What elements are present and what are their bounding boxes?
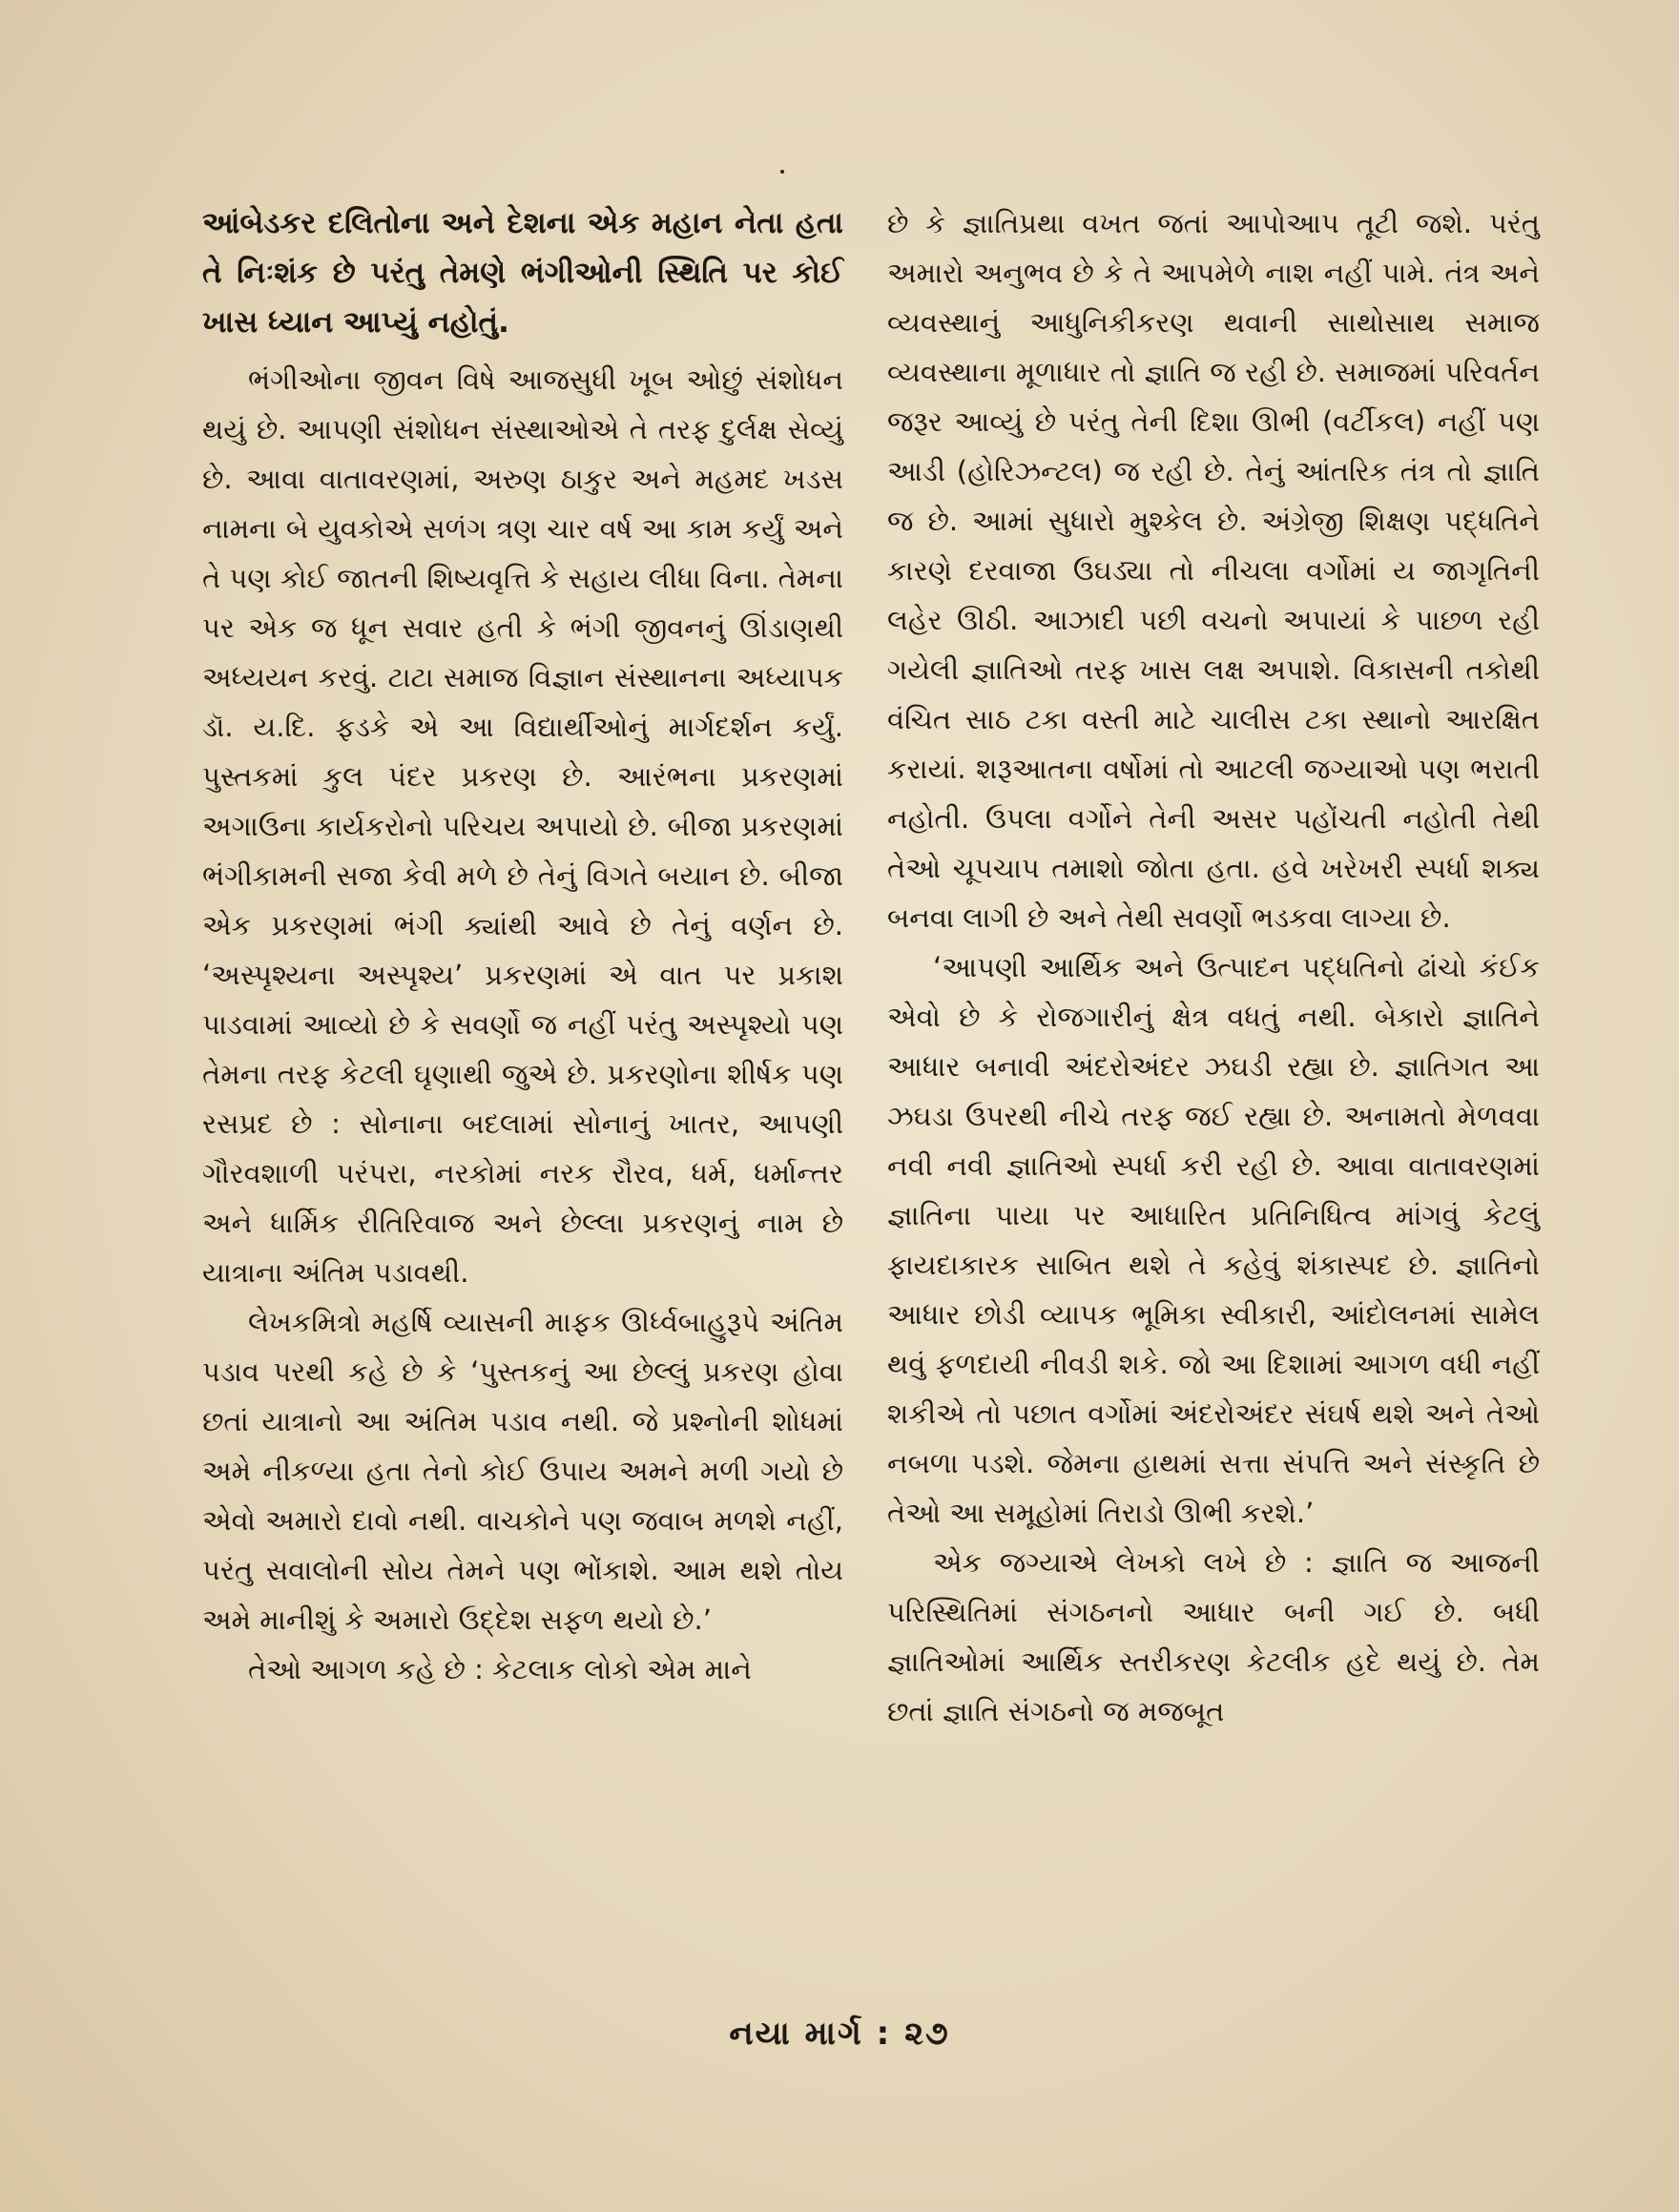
left-column [202,198,843,1694]
body-paragraph: ભંગીઓના જીવન વિષે આજસુધી ખૂબ ઓછું સંશોધન થયું છે. આપણી સંશોધન સંસ્થાઓએ તે તરફ દુર્લક્ષ સેવ્યું છે. આવા વાતાવરણમાં, અરુણ ઠાકુર અને મહમદ ખડસ નામના બે યુવકોએ સળંગ ત્રણ ચાર વર્ષ આ કામ કર્યું અને તે પણ કોઈ જાતની શિષ્યવૃત્તિ કે સહાય લીધા વિના. તેમના પર એક જ ધૂન સવાર હતી કે ભંગી જીવનનું ઊંડાણથી અધ્યયન કરવું. ટાટા સમાજ વિજ્ઞાન સંસ્થાનના અધ્યાપક ડૉ. ય.દિ. ફડકે એ આ વિદ્યાર્થીઓનું માર્ગદર્શન કર્યું. પુસ્તકમાં કુલ પંદર પ્રકરણ છે. આરંભના પ્રકરણમાં અગાઉના કાર્યકરોનો પરિચય અપાયો છે. બીજા પ્રકરણમાં ભંગીકામની સજા કેવી મળે છે તેનું વિગતે બયાન છે. બીજા એક પ્રકરણમાં ભંગી ક્યાંથી આવે છે તેનું વર્ણન છે. ‘અસ્પૃશ્યના અસ્પૃશ્ય’ પ્રકરણમાં એ વાત પર પ્રકાશ પાડવામાં આવ્યો છે કે સવર્ણો જ નહીં પરંતુ અસ્પૃશ્યો પણ તેમના તરફ કેટલી ઘૃણાથી જુએ છે. પ્રકરણોના શીર્ષક પણ રસપ્રદ છે : સોનાના બદલામાં સોનાનું ખાતર, આપણી ગૌરવશાળી પરંપરા, નરકોમાં નરક રૌરવ, ધર્મ, ધર્માન્તર અને ધાર્મિક રીતિરિવાજ અને છેલ્લા પ્રકરણનું નામ છે યાત્રાના અંતિમ પડાવથી. [202,363,843,1289]
body-paragraph: તેઓ આગળ કહે છે : કેટલાક લોકો એમ માને [248,1653,752,1685]
lead-paragraph: આંબેડકર દલિતોના અને દેશના એક મહાન નેતા હતા તે નિઃશંક છે પરંતુ તેમણે ભંગીઓની સ્થિતિ પર કોઈ ખાસ ધ્યાન આપ્યું નહોતું. [202,206,843,340]
body-paragraph: લેખકમિત્રો મહર્ષિ વ્યાસની માફક ઊર્ધ્વબાહુરૂપે અંતિમ પડાવ પરથી કહે છે કે ‘પુસ્તકનું આ છેલ્લું પ્રકરણ હોવા છતાં યાત્રાનો આ અંતિમ પડાવ નથી. જે પ્રશ્નોની શોધમાં અમે નીકળ્યા હતા તેનો કોઈ ઉપાય અમને મળી ગયો છે એવો અમારો દાવો નથી. વાચકોને પણ જવાબ મળશે નહીં, પરંતુ સવાલોની સોય તેમને પણ ભોંકાશે. આમ થશે તોય અમે માનીશું કે અમારો ઉદ્દેશ સફળ થયો છે.’ [202,1306,843,1636]
body-paragraph: એક જગ્યાએ લેખકો લખે છે : જ્ઞાતિ જ આજની પરિસ્થિતિમાં સંગઠનનો આધાર બની ગઈ છે. બધી જ્ઞાતિઓમાં આર્થિક સ્તરીકરણ કેટલીક હદે થયું છે. તેમ છતાં જ્ઞાતિ સંગઠનો જ મજબૂત [887,1546,1540,1727]
body-paragraph: છે કે જ્ઞાતિપ્રથા વખત જતાં આપોઆપ તૂટી જશે. પરંતુ અમારો અનુભવ છે કે તે આપમેળે નાશ નહીં પામે. તંત્ર અને વ્યવસ્થાનું આધુનિકીકરણ થવાની સાથોસાથ સમાજ વ્યવસ્થાના મૂળાધાર તો જ્ઞાતિ જ રહી છે. સમાજમાં પરિવર્તન જરૂર આવ્યું છે પરંતુ તેની દિશા ઊભી (વર્ટીકલ) નહીં પણ આડી (હોરિઝન્ટલ) જ રહી છે. તેનું આંતરિક તંત્ર તો જ્ઞાતિ જ છે. આમાં સુધારો મુશ્કેલ છે. અંગ્રેજી શિક્ષણ પદ્ધતિને કારણે દરવાજા ઉઘડ્યા તો નીચલા વર્ગોમાં ય જાગૃતિની લહેર ઊઠી. આઝાદી પછી વચનો અપાયાં કે પાછળ રહી ગયેલી જ્ઞાતિઓ તરફ ખાસ લક્ષ અપાશે. વિકાસની તકોથી વંચિત સાઠ ટકા વસ્તી માટે ચાલીસ ટકા સ્થાનો આરક્ષિત કરાયાં. શરૂઆતના વર્ષોમાં તો આટલી જગ્યાઓ પણ ભરાતી નહોતી. ઉપલા વર્ગોને તેની અસર પહોંચતી નહોતી તેથી તેઓ ચૂપચાપ તમાશો જોતા હતા. હવે ખરેખરી સ્પર્ધા શક્ય બનવા લાગી છે અને તેથી સવર્ણો ભડકવા લાગ્યા છે. [887,207,1540,934]
page-footer: નયા માર્ગ : ૨૭ [729,2015,950,2053]
right-column [887,198,1540,1736]
print-dot [780,170,784,174]
body-paragraph: ‘આપણી આર્થિક અને ઉત્પાદન પદ્ધતિનો ઢાંચો કંઈક એવો છે કે રોજગારીનું ક્ષેત્ર વધતું નથી. બેકારો જ્ઞાતિને આધાર બનાવી અંદરોઅંદર ઝઘડી રહ્યા છે. જ્ઞાતિગત આ ઝઘડા ઉપરથી નીચે તરફ જઈ રહ્યા છે. અનામતો મેળવવા નવી નવી જ્ઞાતિઓ સ્પર્ધા કરી રહી છે. આવા વાતાવરણમાં જ્ઞાતિના પાયા પર આધારિત પ્રતિનિધિત્વ માંગવું કેટલું ફાયદાકારક સાબિત થશે તે કહેવું શંકાસ્પદ છે. જ્ઞાતિનો આધાર છોડી વ્યાપક ભૂમિકા સ્વીકારી, આંદોલનમાં સામેલ થવું ફળદાયી નીવડી શકે. જો આ દિશામાં આગળ વધી નહીં શકીએ તો પછાત વર્ગોમાં અંદરોઅંદર સંઘર્ષ થશે અને તેઓ નબળા પડશે. જેમના હાથમાં સત્તા સંપત્તિ અને સંસ્કૃતિ છે તેઓ આ સમૂહોમાં તિરાડો ઊભી કરશે.’ [887,951,1540,1529]
